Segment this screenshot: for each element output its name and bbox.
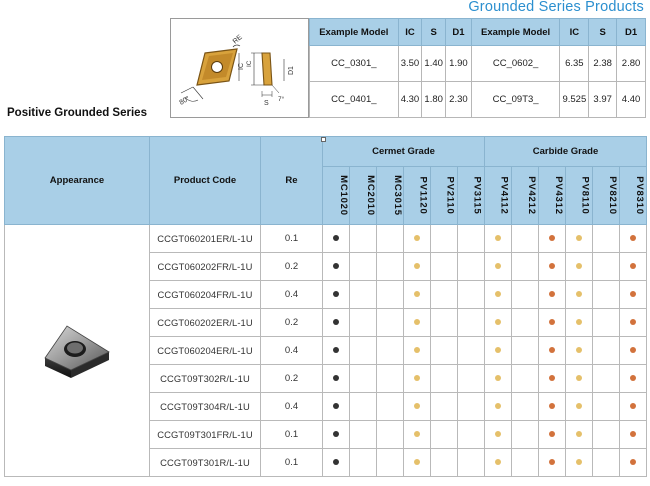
spec-header-d1-2: D1 (617, 19, 646, 46)
availability-dot-icon (576, 403, 582, 409)
availability-dot-icon (414, 431, 420, 437)
grade-availability-cell (377, 365, 404, 393)
grade-availability-cell (539, 449, 566, 477)
re-cell: 0.1 (261, 225, 323, 253)
grade-availability-cell (566, 449, 593, 477)
spec-table-row (310, 82, 646, 118)
grade-header-label: PV8210 (606, 176, 618, 215)
grade-availability-cell (593, 393, 620, 421)
grade-availability-cell (512, 337, 539, 365)
availability-dot-icon (630, 459, 636, 465)
product-code-cell: CCGT060202FR/L-1U (150, 253, 261, 281)
spec-cell: CC_0602_ (471, 46, 560, 82)
availability-dot-icon (549, 375, 555, 381)
availability-dot-icon (630, 347, 636, 353)
grade-availability-cell (323, 309, 350, 337)
grade-availability-cell (566, 225, 593, 253)
spec-cell: CC_0401_ (310, 82, 399, 118)
grade-availability-cell (512, 309, 539, 337)
grade-availability-cell (404, 393, 431, 421)
grade-availability-cell (485, 393, 512, 421)
spec-cell: CC_0301_ (310, 46, 399, 82)
d1-dimension-label: D1 (288, 66, 295, 75)
re-cell: 0.4 (261, 393, 323, 421)
grade-header-label: PV4312 (552, 176, 564, 215)
availability-dot-icon (495, 431, 501, 437)
grade-availability-cell (377, 393, 404, 421)
availability-dot-icon (333, 431, 339, 437)
grade-header (404, 167, 431, 225)
availability-dot-icon (333, 347, 339, 353)
availability-dot-icon (414, 263, 420, 269)
spec-cell: CC_09T3_ (471, 82, 560, 118)
grade-header-label: PV2110 (444, 176, 456, 215)
availability-dot-icon (576, 347, 582, 353)
availability-dot-icon (414, 403, 420, 409)
grade-availability-cell (512, 225, 539, 253)
grade-availability-cell (404, 225, 431, 253)
grade-availability-cell (431, 421, 458, 449)
availability-dot-icon (630, 263, 636, 269)
grade-availability-cell (539, 393, 566, 421)
insert-photo-icon (37, 314, 117, 384)
grade-availability-cell (431, 309, 458, 337)
grade-header (485, 167, 512, 225)
grade-header-label: PV1120 (417, 176, 429, 215)
grade-header (458, 167, 485, 225)
grade-availability-cell (539, 365, 566, 393)
grade-availability-cell (566, 253, 593, 281)
grade-availability-cell (431, 365, 458, 393)
spec-cell: 4.30 (398, 82, 422, 118)
grade-availability-cell (323, 253, 350, 281)
grade-availability-cell (512, 253, 539, 281)
grade-availability-cell (566, 365, 593, 393)
availability-dot-icon (549, 347, 555, 353)
product-code-cell: CCGT060204FR/L-1U (150, 281, 261, 309)
availability-dot-icon (333, 291, 339, 297)
grade-availability-cell (620, 365, 647, 393)
grade-availability-cell (566, 337, 593, 365)
grade-availability-cell (485, 309, 512, 337)
grade-availability-cell (620, 309, 647, 337)
availability-dot-icon (576, 319, 582, 325)
product-code-cell: CCGT09T301FR/L-1U (150, 421, 261, 449)
insert-side-view-shape (262, 53, 272, 85)
spec-cell: 1.80 (422, 82, 446, 118)
grade-availability-cell (350, 449, 377, 477)
grade-availability-cell (458, 337, 485, 365)
grade-header-label: PV8110 (579, 176, 591, 215)
grade-availability-cell (431, 449, 458, 477)
angle-7-label: 7° (278, 96, 285, 103)
grade-availability-cell (539, 421, 566, 449)
insert-hole (212, 62, 223, 73)
availability-dot-icon (495, 459, 501, 465)
product-code-cell: CCGT060202ER/L-1U (150, 309, 261, 337)
spec-header-example-model-2: Example Model (471, 19, 560, 46)
re-cell: 0.1 (261, 421, 323, 449)
re-cell: 0.2 (261, 365, 323, 393)
re-cell: 0.4 (261, 281, 323, 309)
grade-availability-cell (350, 393, 377, 421)
availability-dot-icon (333, 375, 339, 381)
grade-header-label: PV8310 (633, 176, 645, 215)
spec-table-row (310, 46, 646, 82)
grade-availability-cell (431, 337, 458, 365)
grade-availability-cell (539, 309, 566, 337)
grade-availability-cell (593, 309, 620, 337)
availability-dot-icon (414, 375, 420, 381)
availability-dot-icon (549, 459, 555, 465)
availability-dot-icon (576, 235, 582, 241)
availability-dot-icon (414, 459, 420, 465)
grade-header (323, 167, 350, 225)
spec-cell: 6.35 (560, 46, 589, 82)
grade-availability-cell (512, 393, 539, 421)
angle-80-label: 80° (178, 95, 192, 107)
grade-header (512, 167, 539, 225)
grade-availability-cell (485, 421, 512, 449)
grade-availability-cell (539, 337, 566, 365)
header-appearance: Appearance (5, 137, 150, 225)
grade-header (377, 167, 404, 225)
grade-availability-cell (323, 281, 350, 309)
availability-dot-icon (333, 319, 339, 325)
grade-availability-cell (485, 281, 512, 309)
grade-availability-cell (377, 449, 404, 477)
grade-availability-cell (350, 253, 377, 281)
header-cermet-grade: Cermet Grade (323, 137, 485, 167)
availability-dot-icon (414, 291, 420, 297)
grade-availability-cell (485, 253, 512, 281)
spec-table (309, 18, 646, 118)
re-cell: 0.2 (261, 309, 323, 337)
grade-header-label: PV3115 (471, 176, 483, 215)
grade-availability-cell (566, 309, 593, 337)
grade-availability-cell (350, 225, 377, 253)
grade-availability-cell (512, 449, 539, 477)
spec-cell: 3.97 (589, 82, 617, 118)
product-code-cell: CCGT060204ER/L-1U (150, 337, 261, 365)
grade-availability-cell (512, 281, 539, 309)
availability-dot-icon (495, 375, 501, 381)
availability-dot-icon (576, 431, 582, 437)
grade-availability-cell (485, 449, 512, 477)
availability-dot-icon (576, 291, 582, 297)
re-dimension-label: RE (231, 33, 244, 46)
header-carbide-grade: Carbide Grade (485, 137, 647, 167)
grade-header-label: MC1020 (337, 175, 349, 216)
grade-availability-cell (458, 253, 485, 281)
grade-header (350, 167, 377, 225)
grade-availability-cell (593, 225, 620, 253)
availability-dot-icon (549, 319, 555, 325)
product-rows (5, 225, 647, 477)
s-dimension-label: S (264, 100, 269, 107)
table-corner-marker (321, 137, 326, 142)
header-product-code: Product Code (150, 137, 261, 225)
grade-availability-cell (512, 365, 539, 393)
grade-availability-cell (404, 421, 431, 449)
spec-header-s: S (422, 19, 446, 46)
grade-availability-cell (458, 449, 485, 477)
grade-availability-cell (566, 393, 593, 421)
grade-availability-cell (485, 225, 512, 253)
grade-availability-cell (539, 281, 566, 309)
spec-cell: 3.50 (398, 46, 422, 82)
grade-header (566, 167, 593, 225)
spec-header-s-2: S (589, 19, 617, 46)
product-code-cell: CCGT09T301R/L-1U (150, 449, 261, 477)
grade-availability-cell (377, 421, 404, 449)
product-code-cell: CCGT060201ER/L-1U (150, 225, 261, 253)
spec-cell: 9.525 (560, 82, 589, 118)
availability-dot-icon (495, 263, 501, 269)
availability-dot-icon (576, 459, 582, 465)
series-title: Positive Grounded Series (7, 107, 147, 119)
spec-cell: 1.40 (422, 46, 446, 82)
grade-availability-cell (458, 421, 485, 449)
grade-availability-cell (566, 421, 593, 449)
spec-header-ic: IC (398, 19, 422, 46)
grade-header-label: MC3015 (391, 175, 403, 216)
availability-dot-icon (333, 459, 339, 465)
grade-availability-cell (620, 421, 647, 449)
availability-dot-icon (414, 319, 420, 325)
grade-availability-cell (377, 225, 404, 253)
grade-availability-cell (593, 365, 620, 393)
availability-dot-icon (495, 347, 501, 353)
ic-dimension-label: IC (238, 63, 245, 70)
re-cell: 0.1 (261, 449, 323, 477)
availability-dot-icon (495, 291, 501, 297)
grade-availability-cell (404, 449, 431, 477)
availability-dot-icon (630, 375, 636, 381)
grade-availability-cell (539, 253, 566, 281)
availability-dot-icon (495, 235, 501, 241)
grade-availability-cell (620, 225, 647, 253)
grade-availability-cell (593, 421, 620, 449)
grade-availability-cell (323, 449, 350, 477)
insert-diagram (170, 18, 309, 118)
product-code-cell: CCGT09T302R/L-1U (150, 365, 261, 393)
grade-header (431, 167, 458, 225)
grade-availability-cell (323, 225, 350, 253)
grade-availability-cell (620, 393, 647, 421)
ic-side-label: IC (246, 60, 253, 67)
insert-geometry-drawing (171, 19, 308, 117)
spec-cell: 2.38 (589, 46, 617, 82)
grade-availability-cell (377, 253, 404, 281)
table-row (5, 225, 647, 253)
availability-dot-icon (495, 403, 501, 409)
grade-availability-cell (323, 421, 350, 449)
grade-availability-cell (404, 309, 431, 337)
availability-dot-icon (630, 291, 636, 297)
grade-availability-cell (566, 281, 593, 309)
grade-availability-cell (593, 281, 620, 309)
grade-availability-cell (377, 337, 404, 365)
grade-availability-cell (458, 365, 485, 393)
grade-availability-cell (404, 365, 431, 393)
grade-availability-cell (512, 421, 539, 449)
appearance-cell (5, 225, 150, 477)
grade-availability-cell (350, 309, 377, 337)
availability-dot-icon (549, 263, 555, 269)
grade-availability-cell (431, 281, 458, 309)
availability-dot-icon (630, 431, 636, 437)
spec-header-example-model: Example Model (310, 19, 399, 46)
grade-header (593, 167, 620, 225)
grade-availability-cell (377, 281, 404, 309)
grade-availability-cell (350, 337, 377, 365)
grade-header (620, 167, 647, 225)
product-code-cell: CCGT09T304R/L-1U (150, 393, 261, 421)
grade-availability-cell (404, 253, 431, 281)
availability-dot-icon (630, 319, 636, 325)
grade-availability-cell (593, 337, 620, 365)
availability-dot-icon (630, 403, 636, 409)
spec-cell: 1.90 (446, 46, 472, 82)
header-re: Re (261, 137, 323, 225)
availability-dot-icon (576, 375, 582, 381)
grade-availability-cell (620, 253, 647, 281)
grade-availability-cell (323, 393, 350, 421)
spec-cell: 2.80 (617, 46, 646, 82)
grade-availability-cell (620, 449, 647, 477)
availability-dot-icon (549, 291, 555, 297)
grade-availability-cell (458, 281, 485, 309)
grade-availability-cell (323, 365, 350, 393)
grade-availability-cell (458, 225, 485, 253)
spec-table-header-row (310, 19, 646, 46)
grade-availability-cell (593, 253, 620, 281)
grade-availability-cell (620, 281, 647, 309)
grade-availability-cell (431, 225, 458, 253)
page-title: Grounded Series Products (468, 0, 644, 15)
grade-availability-cell (485, 365, 512, 393)
grade-availability-cell (431, 393, 458, 421)
grade-availability-cell (458, 393, 485, 421)
grade-availability-cell (350, 281, 377, 309)
availability-dot-icon (495, 319, 501, 325)
availability-dot-icon (333, 263, 339, 269)
grade-availability-cell (323, 337, 350, 365)
grade-availability-cell (350, 365, 377, 393)
spec-header-d1: D1 (446, 19, 472, 46)
availability-dot-icon (549, 235, 555, 241)
grade-availability-cell (404, 337, 431, 365)
re-cell: 0.4 (261, 337, 323, 365)
availability-dot-icon (333, 403, 339, 409)
grade-availability-cell (350, 421, 377, 449)
availability-dot-icon (549, 403, 555, 409)
grade-availability-cell (539, 225, 566, 253)
product-table (4, 136, 647, 477)
grade-availability-cell (431, 253, 458, 281)
availability-dot-icon (576, 263, 582, 269)
grade-availability-cell (458, 309, 485, 337)
availability-dot-icon (549, 431, 555, 437)
grade-availability-cell (377, 309, 404, 337)
grade-header-label: PV4112 (498, 176, 510, 215)
grade-header-label: MC2010 (364, 175, 376, 216)
grade-availability-cell (485, 337, 512, 365)
availability-dot-icon (414, 347, 420, 353)
grade-header-label: PV4212 (525, 176, 537, 215)
availability-dot-icon (414, 235, 420, 241)
re-cell: 0.2 (261, 253, 323, 281)
availability-dot-icon (630, 235, 636, 241)
spec-cell: 2.30 (446, 82, 472, 118)
grade-availability-cell (593, 449, 620, 477)
grade-header (539, 167, 566, 225)
availability-dot-icon (333, 235, 339, 241)
spec-cell: 4.40 (617, 82, 646, 118)
spec-header-ic-2: IC (560, 19, 589, 46)
grade-availability-cell (620, 337, 647, 365)
grade-availability-cell (404, 281, 431, 309)
